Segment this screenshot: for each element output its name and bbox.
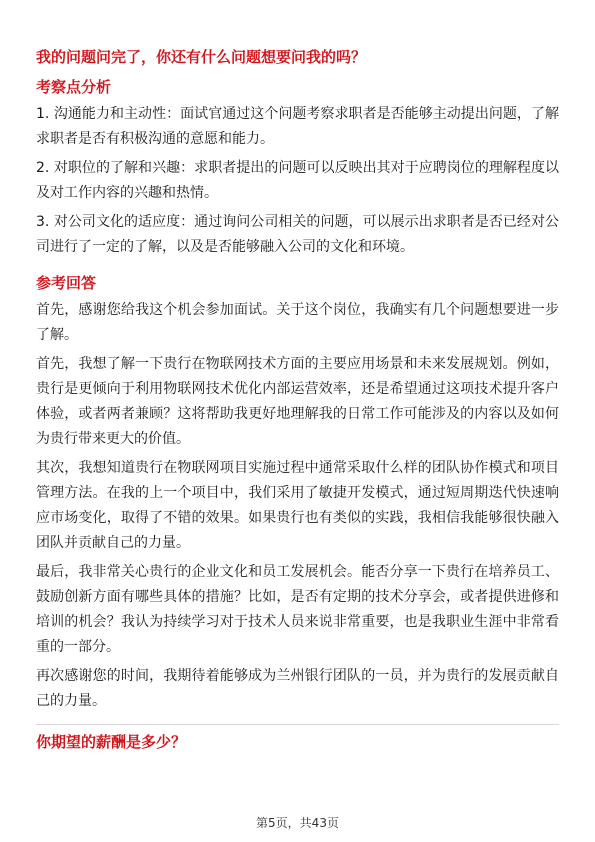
analysis-point: 3. 对公司文化的适应度：通过询问公司相关的问题，可以展示出求职者是否已经对公司进行了一定的了解，以及是否能够融入公司的文化和环境。 — [36, 214, 559, 255]
answer-paragraph: 首先，我想了解一下贵行在物联网技术方面的主要应用场景和未来发展规划。例如，贵行是更倾向于利用物联网技术优化内部运营效率，还是希望通过这项技术提升客户体验，或者两者兼顾？这将帮助我更好地理解我的日常工作可能涉及的内容以及如何为贵行带来更大的价值。 — [36, 356, 559, 447]
document-page — [36, 46, 559, 761]
answer-paragraph: 最后，我非常关心贵行的企业文化和员工发展机会。能否分享一下贵行在培养员工、鼓励创新方面有哪些具体的措施？比如，是否有定期的技术分享会，或者提供进修和培训的机会？我认为持续学习对于技术人员来说非常重要，也是我职业生涯中非常看重的一部分。 — [36, 564, 559, 655]
next-question-heading: 你期望的薪酬是多少？ — [36, 733, 187, 751]
analysis-point: 1. 沟通能力和主动性：面试官通过这个问题考察求职者是否能够主动提出问题，了解求职者是否有积极沟通的意愿和能力。 — [36, 106, 559, 147]
question-heading: 我的问题问完了，你还有什么问题想要问我的吗？ — [36, 48, 367, 66]
answer-paragraph: 其次，我想知道贵行在物联网项目实施过程中通常采取什么样的团队协作模式和项目管理方法。在我的上一个项目中，我们采用了敏捷开发模式，通过短周期迭代快速响应市场变化，取得了不错的效果。如果贵行也有类似的实践，我相信我能够很快融入团队并贡献自己的力量。 — [36, 460, 559, 551]
analysis-heading: 考察点分析 — [36, 78, 112, 96]
answer-paragraph: 首先，感谢您给我这个机会参加面试。关于这个岗位，我确实有几个问题想要进一步了解。 — [36, 302, 559, 343]
answer-paragraph: 再次感谢您的时间，我期待着能够成为兰州银行团队的一员，并为贵行的发展贡献自己的力量。 — [36, 668, 559, 709]
answer-heading: 参考回答 — [36, 274, 97, 292]
section-divider — [36, 724, 559, 725]
page-footer: 第5页，共43页 — [256, 816, 339, 830]
analysis-point: 2. 对职位的了解和兴趣：求职者提出的问题可以反映出其对于应聘岗位的理解程度以及对工作内容的兴趣和热情。 — [36, 160, 559, 201]
